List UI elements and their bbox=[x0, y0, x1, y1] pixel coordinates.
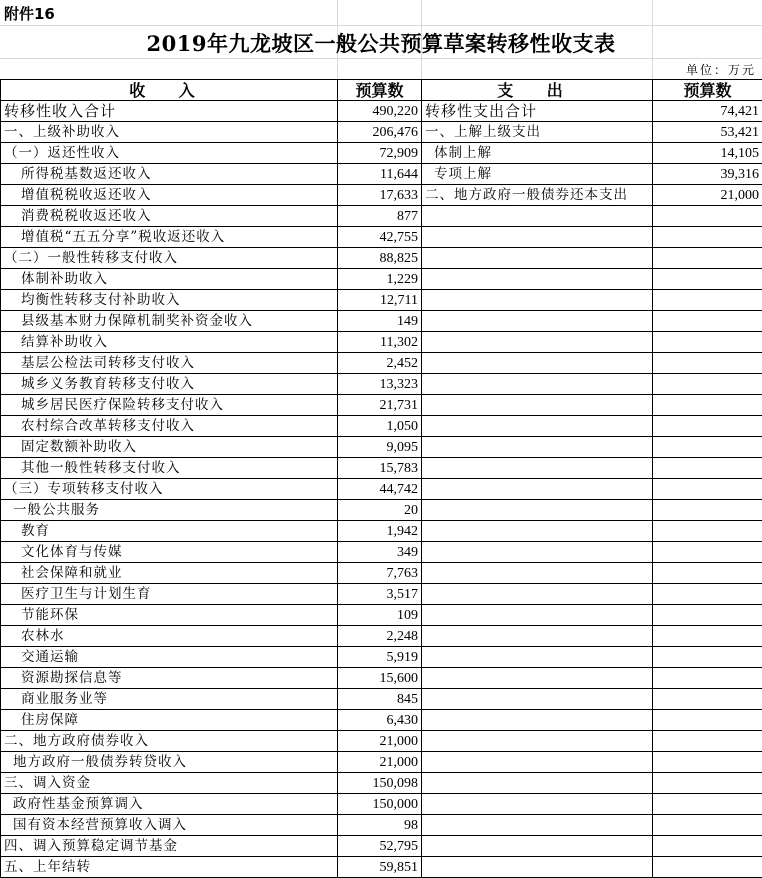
header-expense[interactable]: 支 出 bbox=[422, 80, 653, 101]
expense-budget-cell[interactable]: 53,421 bbox=[653, 122, 762, 143]
income-item-cell[interactable]: 县级基本财力保障机制奖补资金收入 bbox=[1, 311, 338, 332]
expense-budget-cell[interactable] bbox=[653, 290, 762, 311]
income-item-cell[interactable]: 农村综合改革转移支付收入 bbox=[1, 416, 338, 437]
table-row bbox=[1, 395, 762, 416]
table-row bbox=[1, 122, 762, 143]
expense-budget-cell[interactable] bbox=[653, 731, 762, 752]
income-budget-cell[interactable]: 21,000 bbox=[338, 752, 422, 773]
table-row bbox=[1, 773, 762, 794]
income-item-cell[interactable]: 基层公检法司转移支付收入 bbox=[1, 353, 338, 374]
expense-budget-cell[interactable] bbox=[653, 626, 762, 647]
expense-item-cell[interactable] bbox=[422, 437, 653, 458]
table-row bbox=[1, 710, 762, 731]
income-budget-cell[interactable]: 349 bbox=[338, 542, 422, 563]
table-row bbox=[1, 689, 762, 710]
expense-budget-cell[interactable] bbox=[653, 227, 762, 248]
expense-item-cell[interactable] bbox=[422, 479, 653, 500]
income-budget-cell[interactable]: 109 bbox=[338, 605, 422, 626]
table-body bbox=[1, 101, 762, 878]
income-budget-cell[interactable]: 17,633 bbox=[338, 185, 422, 206]
page-title: 2019年九龙坡区一般公共预算草案转移性收支表 bbox=[0, 28, 762, 58]
expense-item-cell[interactable]: 一、上解上级支出 bbox=[422, 122, 653, 143]
income-item-cell[interactable]: 体制补助收入 bbox=[1, 269, 338, 290]
expense-budget-cell[interactable] bbox=[653, 248, 762, 269]
attachment-label: 附件16 bbox=[4, 3, 55, 24]
table-row bbox=[1, 836, 762, 857]
expense-item-cell[interactable] bbox=[422, 563, 653, 584]
income-item-cell[interactable]: 文化体育与传媒 bbox=[1, 542, 338, 563]
income-budget-cell[interactable]: 59,851 bbox=[338, 857, 422, 878]
table-row bbox=[1, 752, 762, 773]
expense-budget-cell[interactable] bbox=[653, 584, 762, 605]
income-item-cell[interactable]: 国有资本经营预算收入调入 bbox=[1, 815, 338, 836]
expense-budget-cell[interactable] bbox=[653, 416, 762, 437]
income-item-cell[interactable]: 转移性收入合计 bbox=[1, 101, 338, 122]
expense-budget-cell[interactable]: 21,000 bbox=[653, 185, 762, 206]
table-row bbox=[1, 269, 762, 290]
expense-item-cell[interactable] bbox=[422, 311, 653, 332]
income-item-cell[interactable]: 交通运输 bbox=[1, 647, 338, 668]
table-row bbox=[1, 143, 762, 164]
income-budget-cell[interactable]: 2,452 bbox=[338, 353, 422, 374]
income-item-cell[interactable]: 消费税税收返还收入 bbox=[1, 206, 338, 227]
income-item-cell[interactable]: （二）一般性转移支付收入 bbox=[1, 248, 338, 269]
income-item-cell[interactable]: 结算补助收入 bbox=[1, 332, 338, 353]
expense-item-cell[interactable] bbox=[422, 500, 653, 521]
income-item-cell[interactable]: 其他一般性转移支付收入 bbox=[1, 458, 338, 479]
table-row bbox=[1, 815, 762, 836]
header-income[interactable]: 收 入 bbox=[1, 80, 338, 101]
expense-item-cell[interactable] bbox=[422, 836, 653, 857]
income-budget-cell[interactable]: 72,909 bbox=[338, 143, 422, 164]
expense-item-cell[interactable] bbox=[422, 206, 653, 227]
expense-budget-cell[interactable] bbox=[653, 605, 762, 626]
income-item-cell[interactable]: 教育 bbox=[1, 521, 338, 542]
table-row bbox=[1, 332, 762, 353]
income-budget-cell[interactable]: 12,711 bbox=[338, 290, 422, 311]
expense-item-cell[interactable] bbox=[422, 647, 653, 668]
expense-item-cell[interactable] bbox=[422, 710, 653, 731]
income-budget-cell[interactable]: 206,476 bbox=[338, 122, 422, 143]
expense-item-cell[interactable] bbox=[422, 395, 653, 416]
expense-item-cell[interactable] bbox=[422, 353, 653, 374]
expense-item-cell[interactable] bbox=[422, 773, 653, 794]
table-row bbox=[1, 227, 762, 248]
unit-label: 单位：万元 bbox=[686, 61, 756, 78]
income-budget-cell[interactable]: 42,755 bbox=[338, 227, 422, 248]
expense-budget-cell[interactable] bbox=[653, 206, 762, 227]
table-row bbox=[1, 248, 762, 269]
expense-budget-cell[interactable] bbox=[653, 815, 762, 836]
expense-budget-cell[interactable]: 14,105 bbox=[653, 143, 762, 164]
expense-item-cell[interactable] bbox=[422, 248, 653, 269]
expense-budget-cell[interactable] bbox=[653, 479, 762, 500]
income-budget-cell[interactable]: 1,050 bbox=[338, 416, 422, 437]
table-row bbox=[1, 185, 762, 206]
income-item-cell[interactable]: 增值税“五五分享”税收返还收入 bbox=[1, 227, 338, 248]
table-row bbox=[1, 353, 762, 374]
expense-budget-cell[interactable] bbox=[653, 710, 762, 731]
income-budget-cell[interactable]: 21,731 bbox=[338, 395, 422, 416]
income-item-cell[interactable]: 三、调入资金 bbox=[1, 773, 338, 794]
expense-budget-cell[interactable] bbox=[653, 332, 762, 353]
income-budget-cell[interactable]: 44,742 bbox=[338, 479, 422, 500]
expense-budget-cell[interactable] bbox=[653, 374, 762, 395]
income-budget-cell[interactable]: 15,783 bbox=[338, 458, 422, 479]
table-row bbox=[1, 668, 762, 689]
table-row bbox=[1, 563, 762, 584]
expense-item-cell[interactable] bbox=[422, 521, 653, 542]
income-item-cell[interactable]: 节能环保 bbox=[1, 605, 338, 626]
income-budget-cell[interactable]: 52,795 bbox=[338, 836, 422, 857]
expense-item-cell[interactable]: 转移性支出合计 bbox=[422, 101, 653, 122]
expense-budget-cell[interactable] bbox=[653, 542, 762, 563]
expense-item-cell[interactable] bbox=[422, 731, 653, 752]
table-row bbox=[1, 416, 762, 437]
income-item-cell[interactable]: 社会保障和就业 bbox=[1, 563, 338, 584]
table-row bbox=[1, 857, 762, 878]
expense-budget-cell[interactable] bbox=[653, 857, 762, 878]
income-budget-cell[interactable]: 11,302 bbox=[338, 332, 422, 353]
income-item-cell[interactable]: 一、上级补助收入 bbox=[1, 122, 338, 143]
income-item-cell[interactable]: 地方政府一般债券转贷收入 bbox=[1, 752, 338, 773]
expense-item-cell[interactable] bbox=[422, 794, 653, 815]
table-row bbox=[1, 101, 762, 122]
table-row bbox=[1, 311, 762, 332]
income-item-cell[interactable]: （一）返还性收入 bbox=[1, 143, 338, 164]
table-row bbox=[1, 584, 762, 605]
table-row bbox=[1, 794, 762, 815]
income-budget-cell[interactable]: 20 bbox=[338, 500, 422, 521]
income-budget-cell[interactable]: 21,000 bbox=[338, 731, 422, 752]
expense-item-cell[interactable] bbox=[422, 290, 653, 311]
expense-item-cell[interactable] bbox=[422, 815, 653, 836]
expense-item-cell[interactable] bbox=[422, 584, 653, 605]
income-item-cell[interactable]: 五、上年结转 bbox=[1, 857, 338, 878]
income-item-cell[interactable]: 城乡居民医疗保险转移支付收入 bbox=[1, 395, 338, 416]
table-row bbox=[1, 647, 762, 668]
expense-item-cell[interactable] bbox=[422, 689, 653, 710]
income-item-cell[interactable]: （三）专项转移支付收入 bbox=[1, 479, 338, 500]
income-budget-cell[interactable]: 845 bbox=[338, 689, 422, 710]
expense-budget-cell[interactable] bbox=[653, 353, 762, 374]
expense-item-cell[interactable]: 二、地方政府一般债券还本支出 bbox=[422, 185, 653, 206]
income-item-cell[interactable]: 城乡义务教育转移支付收入 bbox=[1, 374, 338, 395]
income-item-cell[interactable]: 四、调入预算稳定调节基金 bbox=[1, 836, 338, 857]
table-row bbox=[1, 206, 762, 227]
table-row bbox=[1, 479, 762, 500]
income-item-cell[interactable]: 住房保障 bbox=[1, 710, 338, 731]
income-budget-cell[interactable]: 13,323 bbox=[338, 374, 422, 395]
expense-budget-cell[interactable] bbox=[653, 269, 762, 290]
table-row bbox=[1, 437, 762, 458]
income-budget-cell[interactable]: 7,763 bbox=[338, 563, 422, 584]
expense-item-cell[interactable] bbox=[422, 269, 653, 290]
table-row bbox=[1, 626, 762, 647]
expense-budget-cell[interactable] bbox=[653, 773, 762, 794]
expense-budget-cell[interactable] bbox=[653, 395, 762, 416]
expense-budget-cell[interactable] bbox=[653, 836, 762, 857]
income-budget-cell[interactable]: 9,095 bbox=[338, 437, 422, 458]
header-expense-budget[interactable]: 预算数 bbox=[653, 80, 762, 101]
expense-item-cell[interactable] bbox=[422, 542, 653, 563]
expense-item-cell[interactable] bbox=[422, 605, 653, 626]
income-item-cell[interactable]: 二、地方政府债券收入 bbox=[1, 731, 338, 752]
header-income-budget[interactable]: 预算数 bbox=[338, 80, 422, 101]
expense-budget-cell[interactable] bbox=[653, 689, 762, 710]
income-budget-cell[interactable]: 98 bbox=[338, 815, 422, 836]
expense-item-cell[interactable] bbox=[422, 857, 653, 878]
income-item-cell[interactable]: 医疗卫生与计划生育 bbox=[1, 584, 338, 605]
table-row bbox=[1, 374, 762, 395]
income-budget-cell[interactable]: 1,942 bbox=[338, 521, 422, 542]
expense-budget-cell[interactable] bbox=[653, 311, 762, 332]
table-row bbox=[1, 500, 762, 521]
expense-item-cell[interactable] bbox=[422, 416, 653, 437]
expense-item-cell[interactable] bbox=[422, 227, 653, 248]
table-header-row bbox=[1, 80, 762, 101]
expense-budget-cell[interactable] bbox=[653, 794, 762, 815]
income-item-cell[interactable]: 资源勘探信息等 bbox=[1, 668, 338, 689]
income-budget-cell[interactable]: 11,644 bbox=[338, 164, 422, 185]
income-item-cell[interactable]: 政府性基金预算调入 bbox=[1, 794, 338, 815]
table-row bbox=[1, 542, 762, 563]
table-row bbox=[1, 164, 762, 185]
expense-item-cell[interactable]: 体制上解 bbox=[422, 143, 653, 164]
income-item-cell[interactable]: 农林水 bbox=[1, 626, 338, 647]
expense-budget-cell[interactable] bbox=[653, 521, 762, 542]
income-budget-cell[interactable]: 150,000 bbox=[338, 794, 422, 815]
budget-table bbox=[0, 79, 762, 878]
table-row bbox=[1, 521, 762, 542]
income-budget-cell[interactable]: 877 bbox=[338, 206, 422, 227]
income-item-cell[interactable]: 一般公共服务 bbox=[1, 500, 338, 521]
expense-item-cell[interactable] bbox=[422, 752, 653, 773]
expense-budget-cell[interactable]: 74,421 bbox=[653, 101, 762, 122]
table-row bbox=[1, 458, 762, 479]
income-budget-cell[interactable]: 150,098 bbox=[338, 773, 422, 794]
income-item-cell[interactable]: 所得税基数返还收入 bbox=[1, 164, 338, 185]
income-budget-cell[interactable]: 15,600 bbox=[338, 668, 422, 689]
expense-item-cell[interactable] bbox=[422, 626, 653, 647]
expense-budget-cell[interactable] bbox=[653, 458, 762, 479]
table-row bbox=[1, 731, 762, 752]
income-budget-cell[interactable]: 3,517 bbox=[338, 584, 422, 605]
income-budget-cell[interactable]: 2,248 bbox=[338, 626, 422, 647]
expense-budget-cell[interactable] bbox=[653, 668, 762, 689]
income-budget-cell[interactable]: 1,229 bbox=[338, 269, 422, 290]
expense-budget-cell[interactable] bbox=[653, 500, 762, 521]
expense-budget-cell[interactable] bbox=[653, 752, 762, 773]
income-budget-cell[interactable]: 5,919 bbox=[338, 647, 422, 668]
income-item-cell[interactable]: 固定数额补助收入 bbox=[1, 437, 338, 458]
expense-item-cell[interactable] bbox=[422, 332, 653, 353]
expense-item-cell[interactable] bbox=[422, 374, 653, 395]
expense-item-cell[interactable] bbox=[422, 668, 653, 689]
income-budget-cell[interactable]: 88,825 bbox=[338, 248, 422, 269]
income-budget-cell[interactable]: 490,220 bbox=[338, 101, 422, 122]
expense-budget-cell[interactable]: 39,316 bbox=[653, 164, 762, 185]
expense-budget-cell[interactable] bbox=[653, 647, 762, 668]
expense-item-cell[interactable]: 专项上解 bbox=[422, 164, 653, 185]
expense-budget-cell[interactable] bbox=[653, 437, 762, 458]
income-item-cell[interactable]: 商业服务业等 bbox=[1, 689, 338, 710]
income-item-cell[interactable]: 增值税税收返还收入 bbox=[1, 185, 338, 206]
expense-budget-cell[interactable] bbox=[653, 563, 762, 584]
expense-item-cell[interactable] bbox=[422, 458, 653, 479]
table-row bbox=[1, 605, 762, 626]
income-item-cell[interactable]: 均衡性转移支付补助收入 bbox=[1, 290, 338, 311]
income-budget-cell[interactable]: 149 bbox=[338, 311, 422, 332]
income-budget-cell[interactable]: 6,430 bbox=[338, 710, 422, 731]
table-row bbox=[1, 290, 762, 311]
